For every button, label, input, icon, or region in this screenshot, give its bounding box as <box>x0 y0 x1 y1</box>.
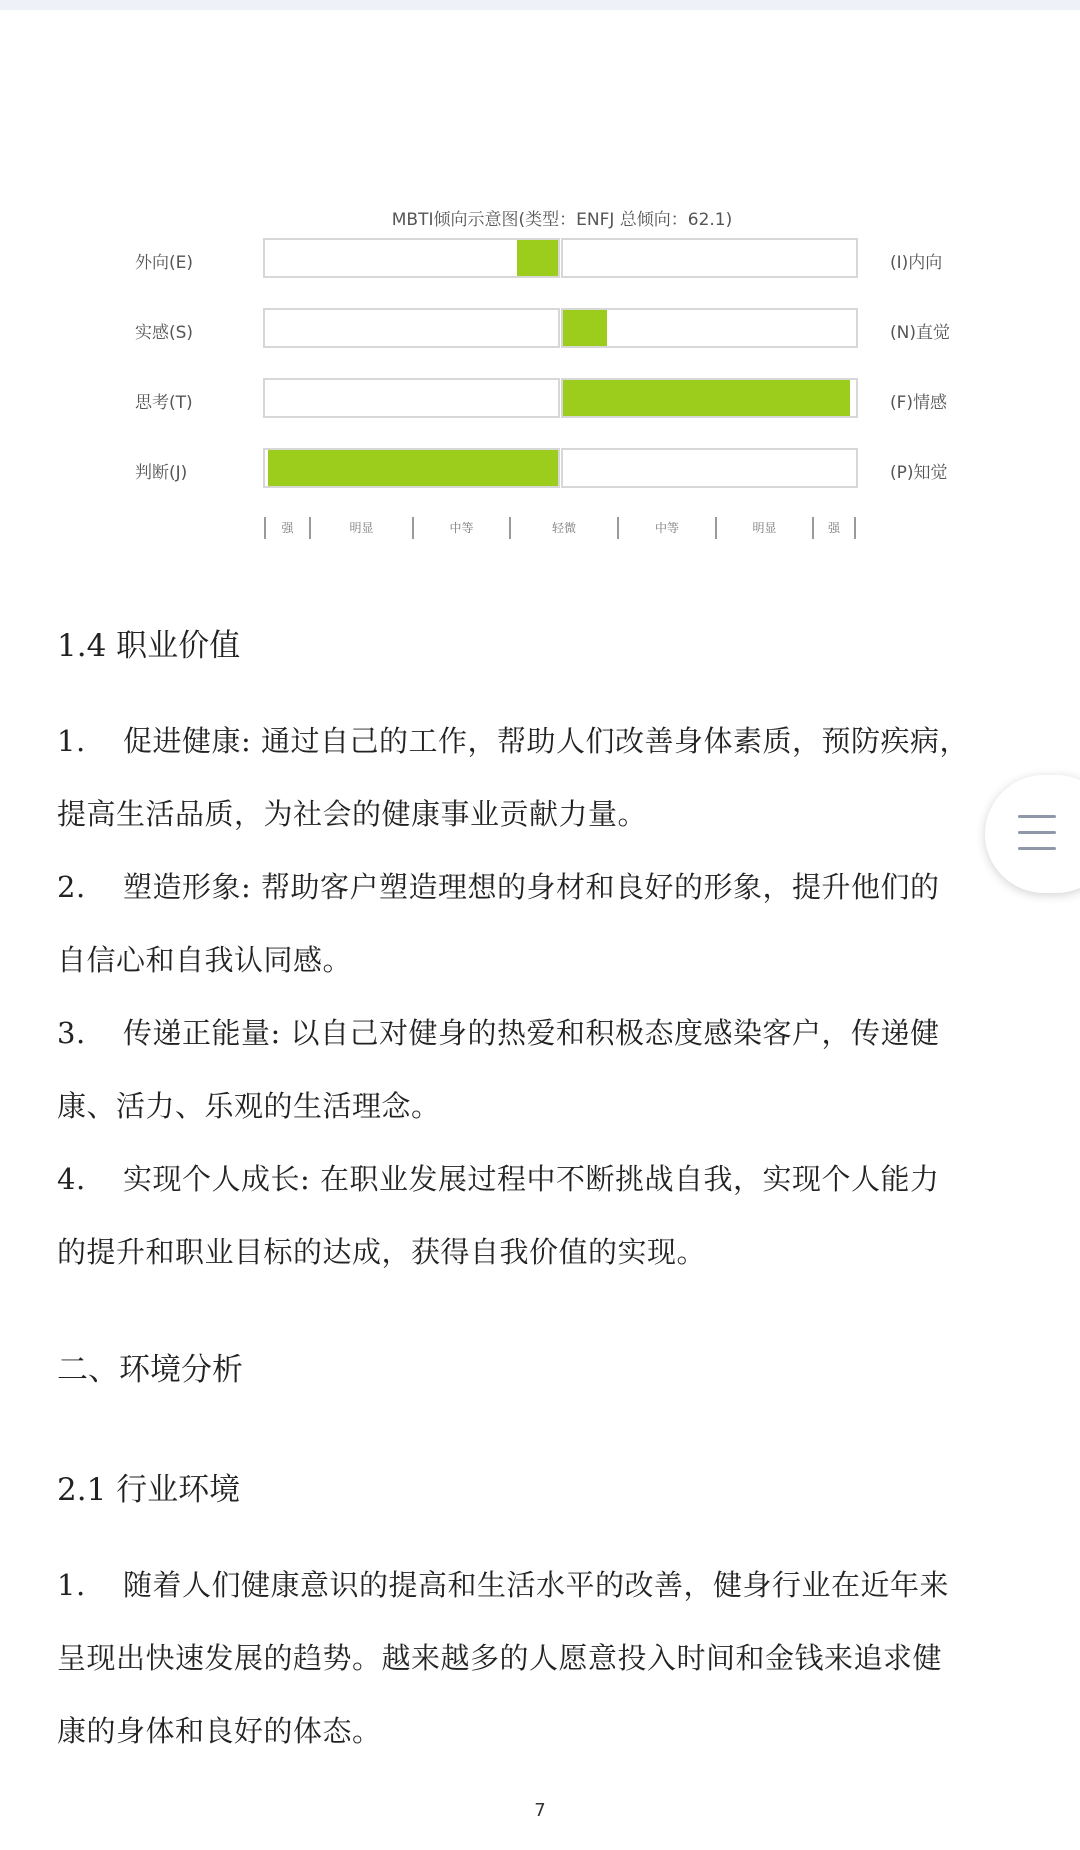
bar-track-left <box>263 238 560 278</box>
scale-label: 中等 <box>449 521 474 535</box>
bar-track-right <box>561 238 858 278</box>
chart-scale <box>265 517 855 539</box>
menu-icon-line <box>1018 831 1056 834</box>
bar-track-left <box>263 308 560 348</box>
scale-tick <box>812 517 814 539</box>
list-item: 1. 随着人们健康意识的提高和生活水平的改善，健身行业在近年来 <box>57 1568 950 1602</box>
list-item: 1. 促进健康: 通过自己的工作，帮助人们改善身体素质，预防疾病， <box>57 724 969 758</box>
bar-track-right <box>561 448 858 488</box>
scale-tick <box>854 517 856 539</box>
menu-icon-line <box>1018 847 1056 850</box>
bar-fill <box>563 380 850 416</box>
chart-title: MBTI倾向示意图(类型：ENFJ 总倾向：62.1) <box>391 210 733 230</box>
list-item-continuation: 呈现出快速发展的趋势。越来越多的人愿意投入时间和金钱来追求健 <box>57 1641 943 1675</box>
section-heading-1-4: 1.4 职业价值 <box>57 628 241 664</box>
list-item-continuation: 自信心和自我认同感。 <box>57 943 353 977</box>
menu-icon <box>1018 815 1056 851</box>
row-label-right: (P)知觉 <box>890 463 948 483</box>
scale-tick <box>509 517 511 539</box>
scale-tick <box>264 517 266 539</box>
list-item-continuation: 康、活力、乐观的生活理念。 <box>57 1089 441 1123</box>
scale-label: 明显 <box>349 521 374 535</box>
section-heading-2-1: 2.1 行业环境 <box>57 1472 241 1508</box>
scale-label: 强 <box>827 521 841 535</box>
row-label-left: 外向(E) <box>135 253 194 273</box>
list-item-continuation: 康的身体和良好的体态。 <box>57 1714 382 1748</box>
scale-label: 轻微 <box>551 521 577 535</box>
list-item-continuation: 的提升和职业目标的达成，获得自我价值的实现。 <box>57 1235 707 1269</box>
scale-tick <box>715 517 717 539</box>
scale-label: 明显 <box>752 521 777 535</box>
top-strip <box>0 0 1080 10</box>
row-label-left: 判断(J) <box>135 463 188 483</box>
scale-tick <box>309 517 311 539</box>
page-number: 7 <box>534 1800 546 1821</box>
list-item: 2. 塑造形象: 帮助客户塑造理想的身材和良好的形象，提升他们的 <box>57 870 940 904</box>
values-list <box>57 705 1027 1289</box>
list-item: 3. 传递正能量: 以自己对健身的热爱和积极态度感染客户，传递健 <box>57 1016 940 1050</box>
bar-fill <box>517 240 558 276</box>
scale-tick <box>617 517 619 539</box>
list-item: 4. 实现个人成长: 在职业发展过程中不断挑战自我，实现个人能力 <box>57 1162 940 1196</box>
document-body <box>57 620 1027 1768</box>
scale-label: 中等 <box>654 521 680 535</box>
row-label-left: 实感(S) <box>135 323 194 343</box>
list-item-continuation: 提高生活品质，为社会的健康事业贡献力量。 <box>57 797 648 831</box>
row-label-right: (N)直觉 <box>890 323 950 343</box>
menu-icon-line <box>1018 815 1056 818</box>
mbti-chart <box>0 195 1080 555</box>
row-label-right: (I)内向 <box>890 253 943 273</box>
industry-list <box>57 1549 1027 1768</box>
scale-label: 强 <box>281 521 294 535</box>
section-heading-environment: 二、环境分析 <box>57 1352 243 1388</box>
bar-fill <box>563 310 607 346</box>
bar-track-left <box>263 378 560 418</box>
row-label-left: 思考(T) <box>135 393 193 413</box>
bar-fill <box>268 450 558 486</box>
scale-tick <box>412 517 414 539</box>
row-label-right: (F)情感 <box>890 393 948 413</box>
